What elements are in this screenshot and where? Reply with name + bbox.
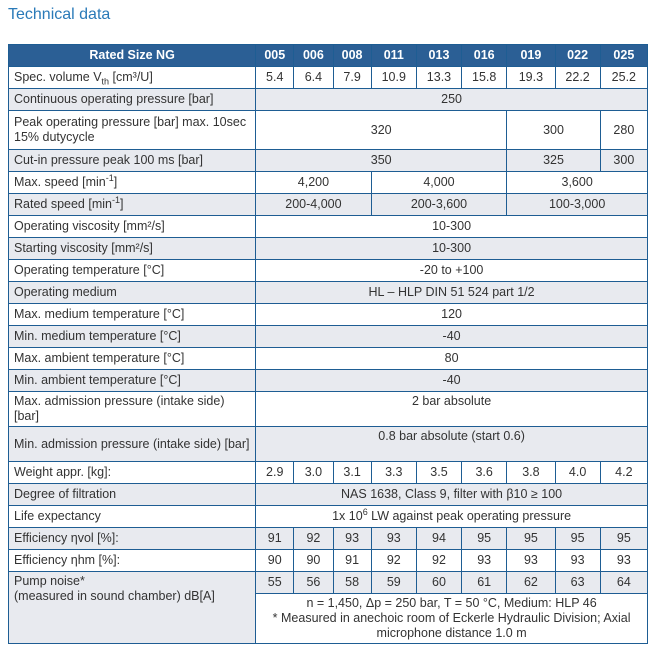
cell-value: 0.8 bar absolute (start 0.6)	[256, 427, 648, 462]
row-weight	[9, 462, 648, 484]
cell-value: 4.0	[555, 462, 600, 484]
cell-value: 60	[416, 572, 461, 594]
cell-value: 64	[600, 572, 647, 594]
row-label: Efficiency ηvol [%]:	[9, 528, 256, 550]
row-operating-temperature	[9, 260, 648, 282]
cell-value: 94	[416, 528, 461, 550]
cell-value: 2 bar absolute	[256, 392, 648, 427]
row-spec-volume	[9, 67, 648, 89]
cell-value: 92	[416, 550, 461, 572]
cell-value: 25.2	[600, 67, 647, 89]
cell-value: 19.3	[507, 67, 555, 89]
cell-value: 93	[555, 550, 600, 572]
cell-value: 92	[371, 550, 416, 572]
cell-value: 80	[256, 348, 648, 370]
row-label: Max. admission pressure (intake side) [bar]	[9, 392, 256, 427]
cell-value: 95	[507, 528, 555, 550]
row-max-speed	[9, 172, 648, 194]
row-label: Min. admission pressure (intake side) [bar]	[9, 427, 256, 462]
row-min-medium-temperature	[9, 326, 648, 348]
header-row	[9, 45, 648, 67]
header-size: 011	[371, 45, 416, 67]
cell-value: 15.8	[462, 67, 507, 89]
cell-value: 90	[256, 550, 294, 572]
cell-value: 3.5	[416, 462, 461, 484]
cell-value: 200-3,600	[371, 194, 507, 216]
header-size: 016	[462, 45, 507, 67]
cell-value: 92	[294, 528, 333, 550]
cell-value: 7.9	[333, 67, 371, 89]
cell-value: HL – HLP DIN 51 524 part 1/2	[256, 282, 648, 304]
row-filtration	[9, 484, 648, 506]
cell-value: 100-3,000	[507, 194, 648, 216]
header-label: Rated Size NG	[9, 45, 256, 67]
row-starting-viscosity	[9, 238, 648, 260]
cell-value: 10-300	[256, 238, 648, 260]
cell-value: -40	[256, 326, 648, 348]
cell-value: 59	[371, 572, 416, 594]
row-label: Operating viscosity [mm²/s]	[9, 216, 256, 238]
cell-value: 10.9	[371, 67, 416, 89]
cell-value: 4,200	[256, 172, 372, 194]
cell-value: 3.1	[333, 462, 371, 484]
row-label: Continuous operating pressure [bar]	[9, 89, 256, 111]
row-label: Max. medium temperature [°C]	[9, 304, 256, 326]
cell-value: 95	[600, 528, 647, 550]
cell-value: 4.2	[600, 462, 647, 484]
cell-value: 13.3	[416, 67, 461, 89]
row-continuous-pressure	[9, 89, 648, 111]
cell-value: 6.4	[294, 67, 333, 89]
header-size: 013	[416, 45, 461, 67]
technical-data-table	[8, 44, 648, 644]
cell-value: -20 to +100	[256, 260, 648, 282]
row-label: Min. ambient temperature [°C]	[9, 370, 256, 392]
row-label: Efficiency ηhm [%]:	[9, 550, 256, 572]
header-size: 022	[555, 45, 600, 67]
cell-value: 3.8	[507, 462, 555, 484]
cell-value: NAS 1638, Class 9, filter with β10 ≥ 100	[256, 484, 648, 506]
row-label: Degree of filtration	[9, 484, 256, 506]
cell-value: 62	[507, 572, 555, 594]
row-label: Weight appr. [kg]:	[9, 462, 256, 484]
header-size: 019	[507, 45, 555, 67]
cell-value: 93	[333, 528, 371, 550]
row-cutin-pressure	[9, 150, 648, 172]
cell-value: 95	[462, 528, 507, 550]
cell-value: 93	[371, 528, 416, 550]
cell-value: 3.6	[462, 462, 507, 484]
cell-value: 2.9	[256, 462, 294, 484]
row-peak-pressure	[9, 111, 648, 150]
cell-value: 120	[256, 304, 648, 326]
row-label: Peak operating pressure [bar] max. 10sec 15% dutycycle	[9, 111, 256, 150]
row-life-expectancy	[9, 506, 648, 528]
row-efficiency-vol	[9, 528, 648, 550]
row-min-admission-pressure	[9, 427, 648, 462]
cell-value: 95	[555, 528, 600, 550]
page-title: Technical data	[8, 6, 111, 23]
cell-value: 55	[256, 572, 294, 594]
cell-value: 91	[256, 528, 294, 550]
cell-value: 90	[294, 550, 333, 572]
header-size: 025	[600, 45, 647, 67]
row-label: Rated speed $[\min^{-1}]$	[9, 194, 256, 216]
cell-value: 58	[333, 572, 371, 594]
row-pump-noise	[9, 572, 648, 594]
row-efficiency-hm	[9, 550, 648, 572]
cell-value: 200-4,000	[256, 194, 372, 216]
row-label: Operating medium	[9, 282, 256, 304]
cell-value: 93	[507, 550, 555, 572]
row-label: Min. medium temperature [°C]	[9, 326, 256, 348]
row-max-admission-pressure	[9, 392, 648, 427]
row-min-ambient-temperature	[9, 370, 648, 392]
cell-value: 93	[462, 550, 507, 572]
cell-value: 93	[600, 550, 647, 572]
row-label: Spec. volume $V_{th}$ [cm³/U]	[9, 67, 256, 89]
row-operating-viscosity	[9, 216, 648, 238]
row-max-medium-temperature	[9, 304, 648, 326]
cell-value: 3,600	[507, 172, 648, 194]
row-label: Cut-in pressure peak 100 ms [bar]	[9, 150, 256, 172]
header-size: 006	[294, 45, 333, 67]
row-label: Pump noise* (measured in sound chamber) dB[A]	[9, 572, 256, 644]
row-label: Operating temperature [°C]	[9, 260, 256, 282]
row-label: Life expectancy	[9, 506, 256, 528]
row-label: Max. speed $[\min^{-1}]$	[9, 172, 256, 194]
cell-value: 300	[600, 150, 647, 172]
cell-value: 4,000	[371, 172, 507, 194]
row-rated-speed	[9, 194, 648, 216]
cell-value: 91	[333, 550, 371, 572]
cell-value: 1x $10^6$ LW against peak operating pressure	[256, 506, 648, 528]
cell-value: 300	[507, 111, 600, 150]
cell-value: 5.4	[256, 67, 294, 89]
cell-value: 325	[507, 150, 600, 172]
cell-value: 56	[294, 572, 333, 594]
cell-value: 10-300	[256, 216, 648, 238]
cell-value: 63	[555, 572, 600, 594]
cell-value: -40	[256, 370, 648, 392]
row-operating-medium	[9, 282, 648, 304]
row-max-ambient-temperature	[9, 348, 648, 370]
cell-value: 280	[600, 111, 647, 150]
cell-value: 3.3	[371, 462, 416, 484]
cell-value: 61	[462, 572, 507, 594]
cell-value: 22.2	[555, 67, 600, 89]
row-label: Max. ambient temperature [°C]	[9, 348, 256, 370]
cell-value: 320	[256, 111, 507, 150]
cell-note: n = 1,450, Δp = 250 bar, T = 50 °C, Medium: HLP 46 * Measured in anechoic room of Eckerle Hydraulic Division; Axial microphone distance 1.0 m	[256, 594, 648, 644]
header-size: 005	[256, 45, 294, 67]
header-size: 008	[333, 45, 371, 67]
row-label: Starting viscosity [mm²/s]	[9, 238, 256, 260]
cell-value: 350	[256, 150, 507, 172]
cell-value: 250	[256, 89, 648, 111]
cell-value: 3.0	[294, 462, 333, 484]
